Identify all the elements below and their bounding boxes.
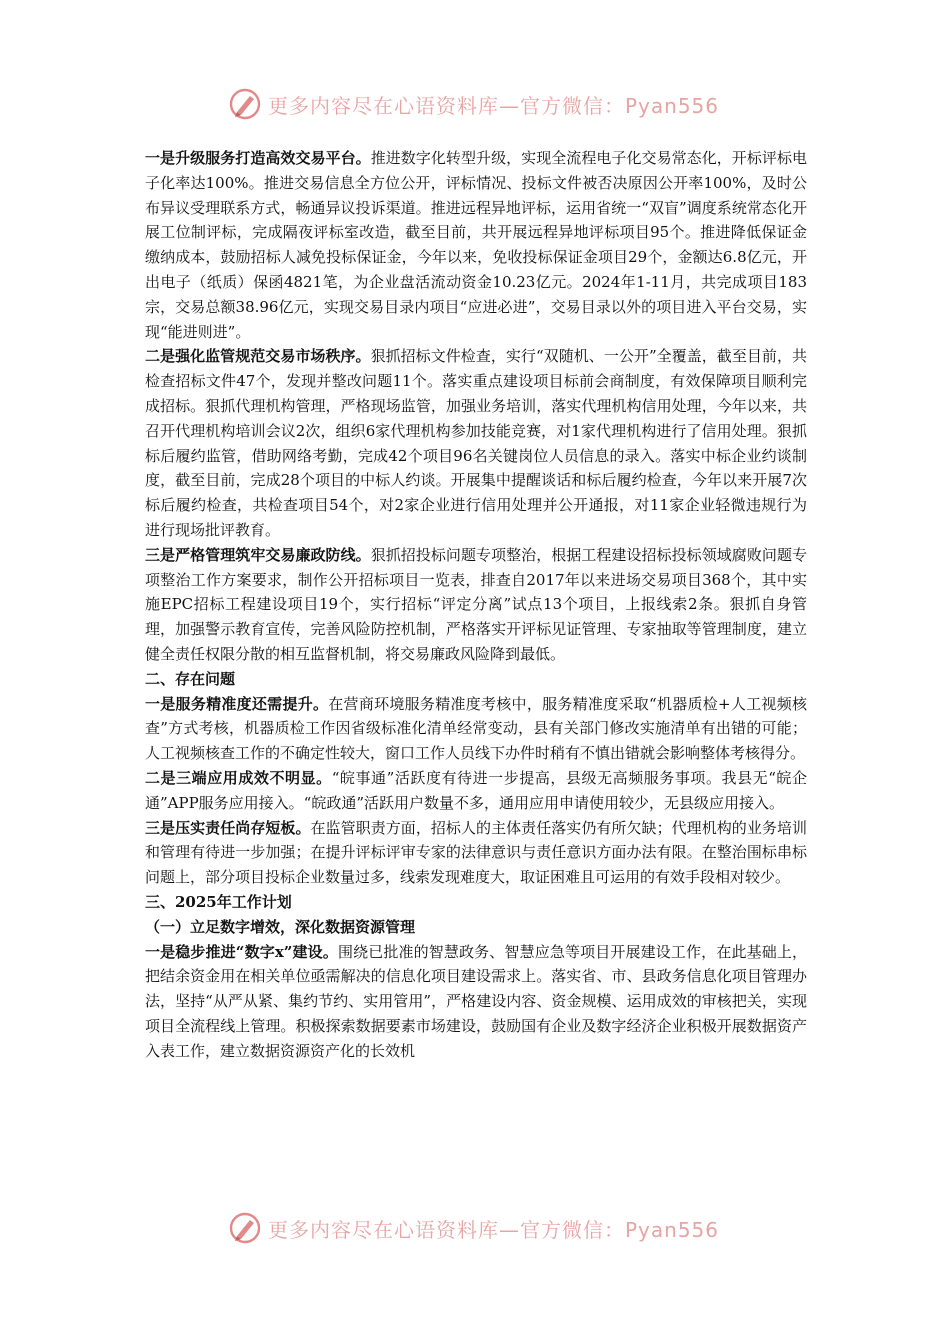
paragraph-6: 三是压实责任尚存短板。在监管职责方面，招标人的主体责任落实仍有所欠缺；代理机构的业务培训和管理有待进一步加强；在提升评标评审专家的法律意识与责任意识方面办法有限。在整治围标串标问题上，部分项目投标企业数量过多，线索发现难度大，取证困难且可运用的有效手段相对较少。	[145, 818, 807, 887]
paragraph-1: 一是升级服务打造高效交易平台。推进数字化转型升级，实现全流程电子化交易常态化，开标评标电子化率达100%。推进交易信息全方位公开，评标情况、投标文件被否决原因公开率100%，及时公布异议受理联系方式，畅通异议投诉渠道。推进远程异地评标，运用省统一“双盲”调度系统常态化开展工位制评标，完成隔夜评标室改造，截至目前，共开展远程异地评标项目95个。推进降低保证金缴纳成本，鼓励招标人减免投标保证金，今年以来，免收投标保证金项目29个，金额达6.8亿元，开出电子（纸质）保函4821笔，为企业盘活流动资金10.23亿元。2024年1-11月，共完成项目183宗，交易总额38.96亿元，实现交易目录内项目“应进必进”，交易目录以外的项目进入平台交易，实现“能进则进”。	[145, 149, 807, 341]
section-heading-problems: 二、存在问题	[145, 669, 236, 688]
watermark-banner-top	[228, 84, 748, 124]
paragraph-7: 一是稳步推进“数字x”建设。围绕已批准的智慧政务、智慧应急等项目开展建设工作，在此基础上，把结余资金用在相关单位亟需解决的信息化项目建设需求上。落实省、市、县政务信息化项目管理办法，坚持“从严从紧、集约节约、实用管用”，严格建设内容、资金规模、运用成效的审核把关，实现项目全流程线上管理。积极探索数据要素市场建设，鼓励国有企业及数字经济企业积极开展数据资产入表工作，建立数据资源资产化的长效机	[145, 942, 807, 1060]
watermark-text: 更多内容尽在心语资料库—官方微信：Pyan556	[268, 93, 720, 118]
paragraph-2: 二是强化监管规范交易市场秩序。狠抓招标文件检查，实行“双随机、一公开”全覆盖，截至目前，共检查招标文件47个，发现并整改问题11个。落实重点建设项目标前会商制度，有效保障项目顺利完成招标。狠抓代理机构管理，严格现场监管，加强业务培训，落实代理机构信用处理，今年以来，共召开代理机构培训会议2次，组织6家代理机构参加技能竞赛，对1家代理机构进行了信用处理。狠抓标后履约监管，借助网络考勤，完成42个项目96名关键岗位人员信息的录入。落实中标企业约谈制度，截至目前，完成28个项目的中标人约谈。开展集中提醒谈话和标后履约检查，今年以来开展7次标后履约检查，共检查项目54个，对2家企业进行信用处理并公开通报，对11家企业轻微违规行为进行现场批评教育。	[145, 347, 807, 539]
subsection-heading-digital: （一）立足数字增效，深化数据资源管理	[145, 917, 416, 936]
paragraph-3: 三是严格管理筑牢交易廉政防线。狠抓招投标问题专项整治，根据工程建设招标投标领域腐败问题专项整治工作方案要求，制作公开招标项目一览表，排查自2017年以来进场交易项目368个，其中实施EPC招标工程建设项目19个，实行招标“评定分离”试点13个项目，上报线索2条。狠抓自身管理，加强警示教育宣传，完善风险防控机制，严格落实开评标见证管理、专家抽取等管理制度，建立健全责任权限分散的相互监督机制，将交易廉政风险降到最低。	[145, 545, 807, 663]
watermark-text: 更多内容尽在心语资料库—官方微信：Pyan556	[268, 1217, 720, 1242]
paragraph-5: 二是三端应用成效不明显。“皖事通”活跃度有待进一步提高，县级无高频服务事项。我县无“皖企通”APP服务应用接入。“皖政通”活跃用户数量不多，通用应用申请使用较少，无县级应用接入。	[145, 768, 807, 812]
pen-circle-logo-icon	[228, 87, 262, 121]
watermark-banner-bottom	[228, 1208, 748, 1248]
pen-circle-logo-icon	[228, 1211, 262, 1245]
section-heading-plan: 三、2025年工作计划	[145, 892, 292, 911]
paragraph-4: 一是服务精准度还需提升。在营商环境服务精准度考核中，服务精准度采取“机器质检+人工视频核查”方式考核，机器质检工作因省级标准化清单经常变动，县有关部门修改实施清单有出错的可能；人工视频核查工作的不确定性较大，窗口工作人员线下办件时稍有不慎出错就会影响整体考核得分。	[145, 694, 807, 763]
document-body	[145, 146, 807, 1063]
